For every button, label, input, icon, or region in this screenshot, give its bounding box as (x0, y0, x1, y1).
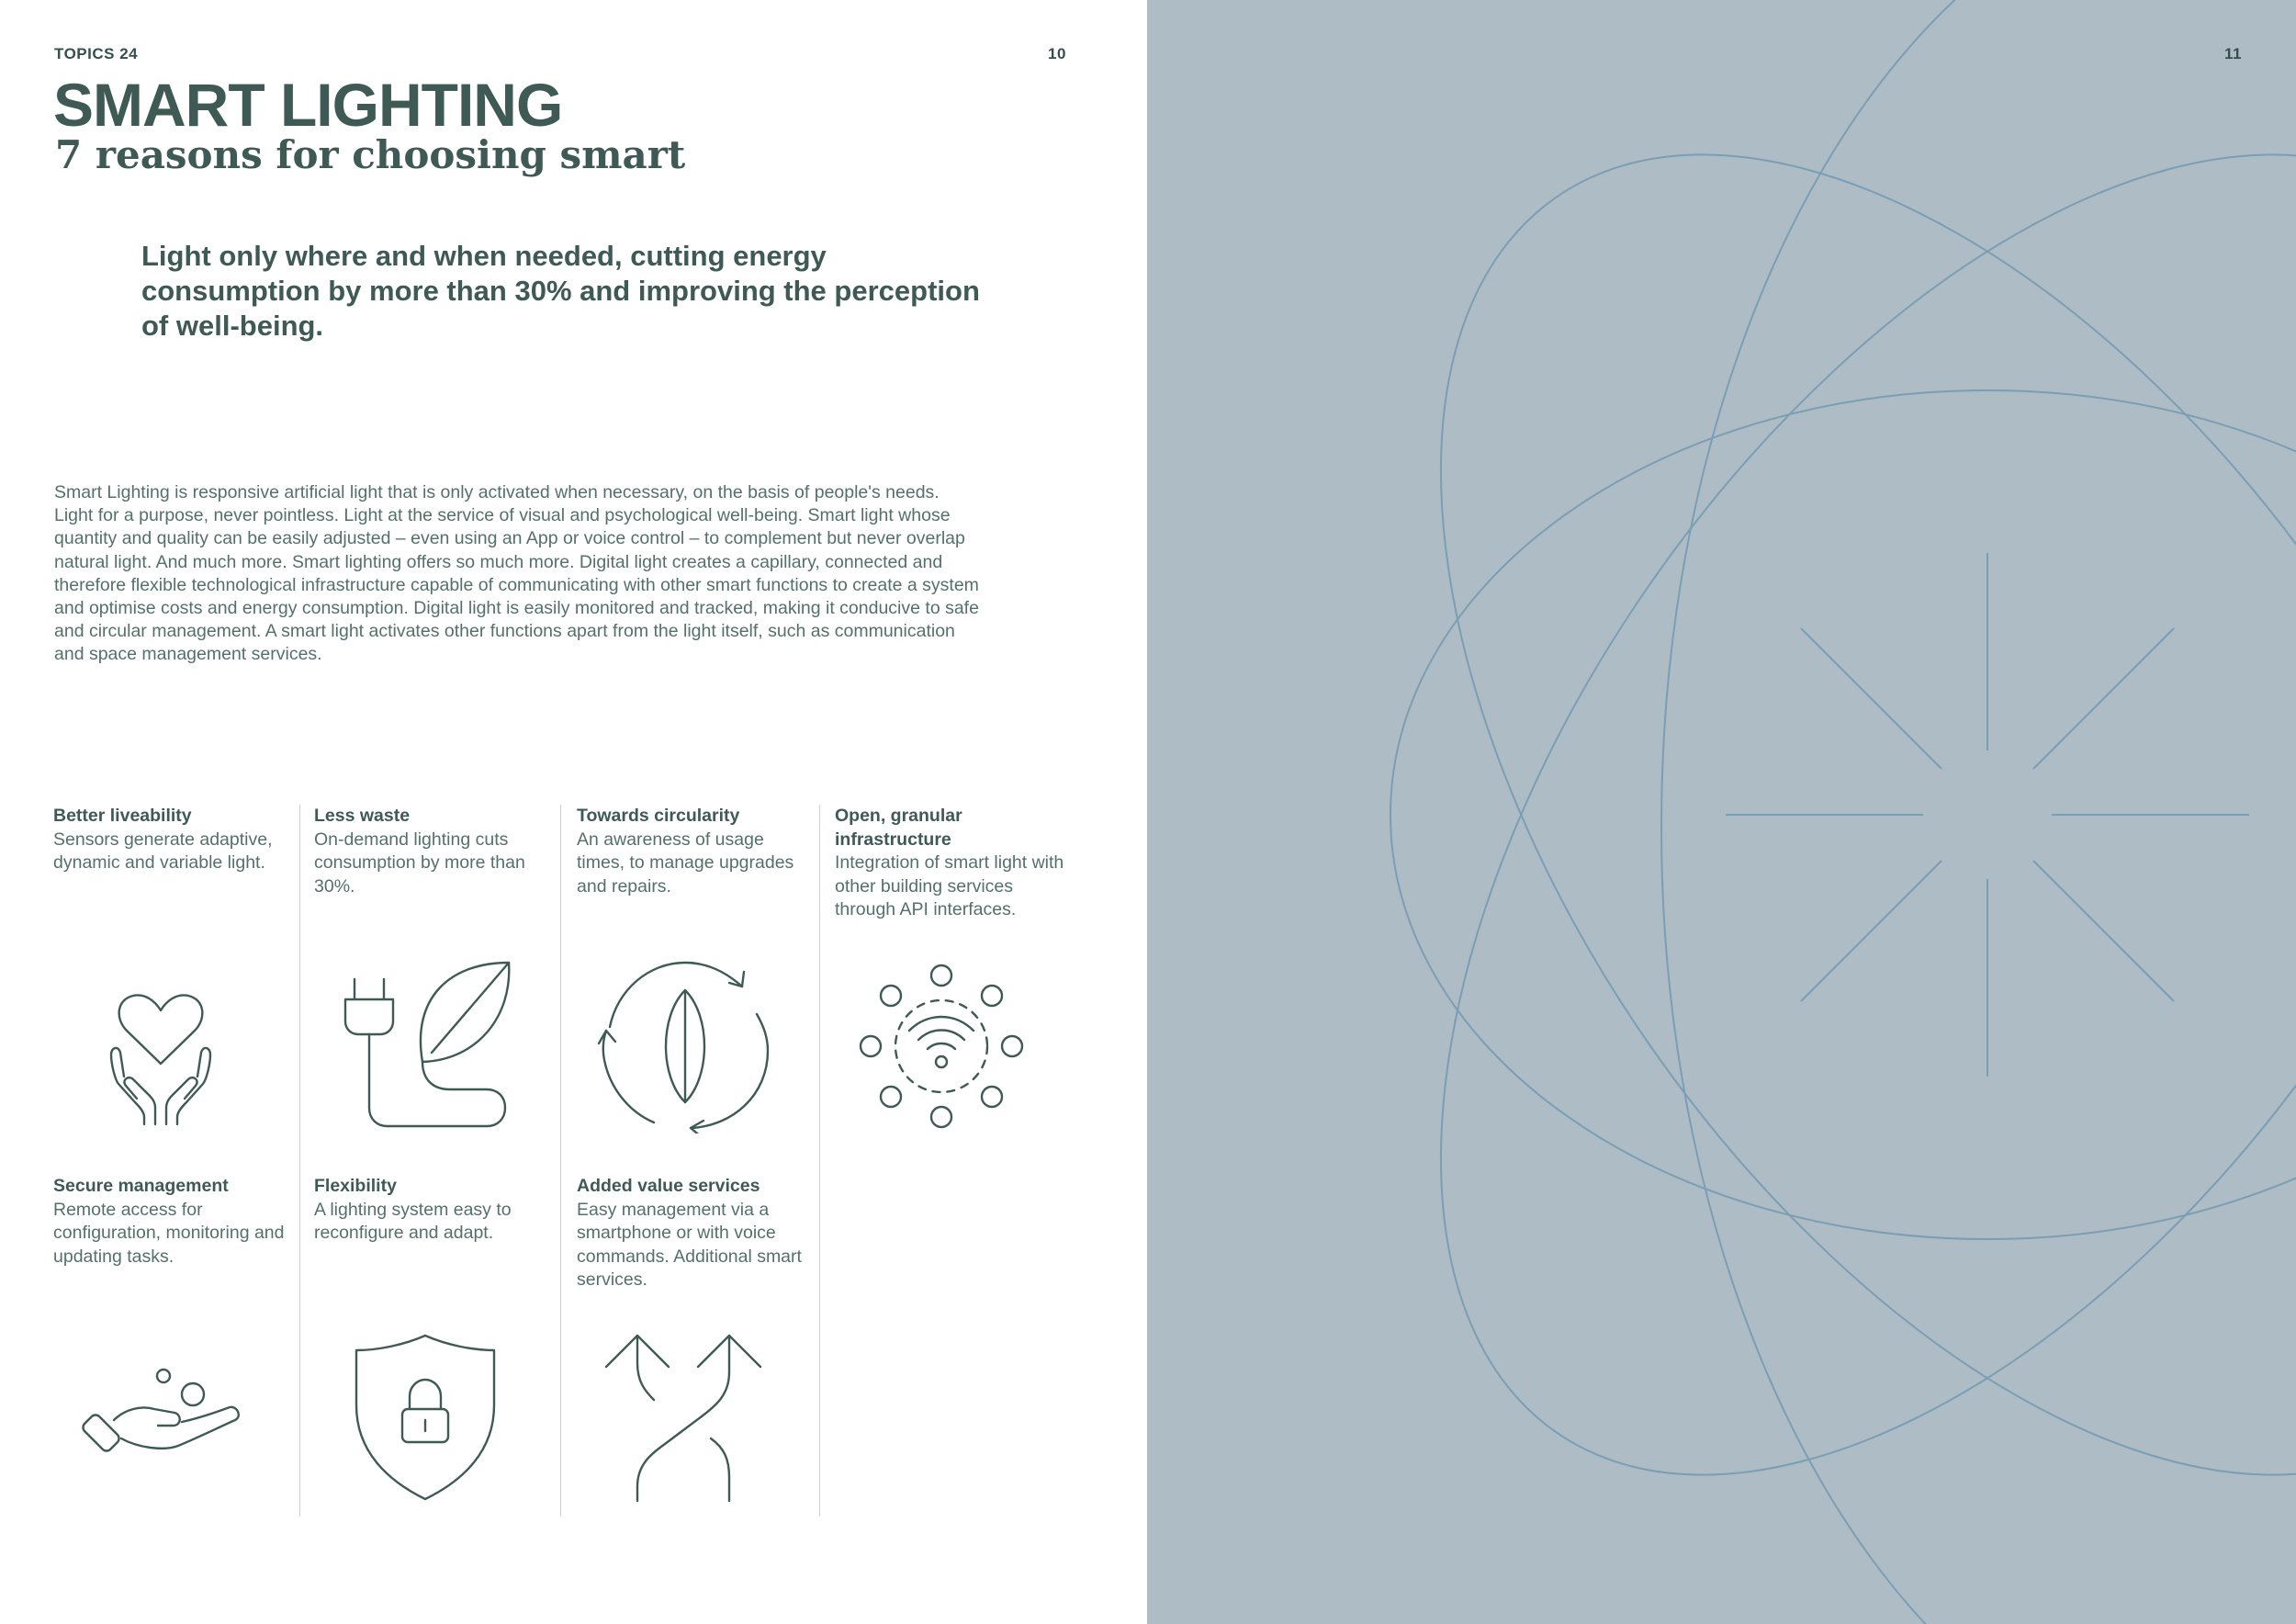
heart-hands-icon (78, 963, 243, 1128)
leaf-cycle-icon (595, 959, 775, 1133)
feature-description: A lighting system easy to reconfigure and adapt. (314, 1199, 512, 1243)
feature-description: Easy management via a smartphone or with voice commands. Additional smart services. (577, 1199, 802, 1290)
page-subtitle: 7 reasons for choosing smart (55, 132, 686, 177)
feature-secure-management (53, 1175, 287, 1269)
orbit-light-illustration (1147, 0, 2296, 1624)
column-divider (560, 805, 561, 1517)
feature-flexibility (314, 1175, 548, 1246)
feature-description: An awareness of usage times, to manage upgrades and repairs. (577, 829, 794, 897)
lead-paragraph: Light only where and when needed, cutting energy consumption by more than 30% and improving the perception of well-being. (141, 240, 980, 342)
feature-title: Better liveability (53, 806, 192, 826)
section-label: TOPICS 24 (54, 45, 139, 62)
right-page (1147, 0, 2296, 1624)
feature-less-waste (314, 805, 548, 898)
wifi-network-icon (856, 961, 1027, 1132)
body-paragraph: Smart Lighting is responsive artificial light that is only activated when necessary, on the basis of people's needs. Light for a purpose, never pointless. Light at the service of visual and psychological well-being. Smart light whose quantity and quality can be easily adjusted – even using an App or voice control – to complement but never overlap natural light. And much more. Smart lighting offers so much more. Digital light creates a capillary, connected and therefore flexible technological infrastructure capable of communicating with other smart functions to create a system and optimise costs and energy consumption. Digital light is easily monitored and tracked, making it conducive to safe and circular management. A smart light activates other functions apart from the light itself, such as communication and space management services. (54, 482, 979, 665)
page-number-right: 11 (2224, 45, 2242, 62)
shield-lock-icon (351, 1332, 500, 1503)
feature-title: Flexibility (314, 1176, 397, 1196)
feature-open-infrastructure (835, 805, 1069, 922)
left-page (0, 0, 1147, 1624)
crossing-arrows-icon (601, 1330, 766, 1503)
feature-description: Remote access for configuration, monitoring and updating tasks. (53, 1199, 285, 1267)
feature-description: Sensors generate adaptive, dynamic and variable light. (53, 829, 273, 873)
feature-title: Open, granular infrastructure (835, 806, 962, 850)
page-number-left: 10 (1048, 45, 1066, 62)
feature-description: On-demand lighting cuts consumption by more than 30%. (314, 829, 525, 897)
feature-title: Secure management (53, 1176, 229, 1196)
column-divider (299, 805, 300, 1517)
feature-better-liveability (53, 805, 287, 875)
hand-coins-icon (81, 1363, 246, 1464)
feature-description: Integration of smart light with other building services through API interfaces. (835, 852, 1064, 919)
column-divider (819, 805, 820, 1517)
feature-title: Less waste (314, 806, 411, 826)
plug-leaf-icon (340, 961, 523, 1135)
feature-towards-circularity (577, 805, 811, 898)
page-title: SMART LIGHTING (53, 71, 563, 139)
feature-added-value-services (577, 1175, 811, 1292)
feature-title: Added value services (577, 1176, 760, 1196)
feature-title: Towards circularity (577, 806, 740, 826)
